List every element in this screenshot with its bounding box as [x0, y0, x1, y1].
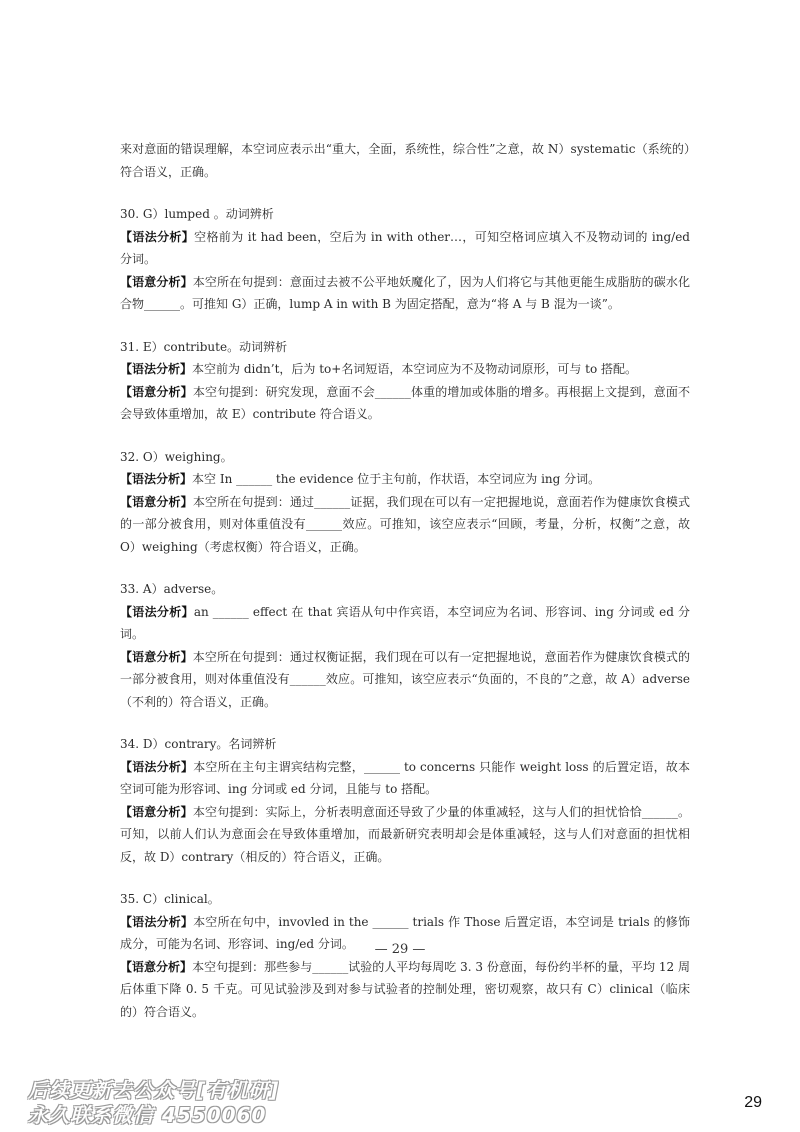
meaning-analysis: [120, 956, 690, 1024]
grammar-text: 空格前为 it had been，空后为 in with other…，可知空格词应填入不及物动词的 ing/ed 分词。: [120, 229, 690, 266]
answer-item-32: [120, 446, 690, 559]
grammar-analysis: [120, 226, 690, 271]
answer-item-31: [120, 336, 690, 426]
meaning-analysis: [120, 646, 690, 714]
grammar-text: an ______ effect 在 that 宾语从句中作宾语，本空词应为名词、形容词、ing 分词或 ed 分词。: [120, 604, 690, 641]
answer-heading: 30. G）lumped 。动词辨析: [120, 207, 274, 221]
meaning-text: 本空所在句提到：通过______证据，我们现在可以有一定把握地说，意面若作为健康饮食模式的一部分被食用，则对体重值没有______效应。可推知，该空应表示“回顾，考量，分析，权衡”之意，故 O）weighing（考虑权衡）符合语义，正确。: [120, 494, 690, 554]
meaning-text: 本空句提到：研究发现，意面不会______体重的增加或体脂的增多。再根据上文提到，意面不会导致体重增加，故 E）contribute 符合语义。: [120, 384, 690, 421]
page-number-center: — 29 —: [374, 942, 426, 957]
watermark-line-2: 永久联系微信 4550060: [28, 1103, 267, 1127]
watermark-line-1: 后续更新去公众号[有机研]: [28, 1078, 280, 1102]
meaning-analysis: [120, 381, 690, 426]
meaning-tag: 【语意分析】: [120, 384, 193, 399]
grammar-tag: 【语法分析】: [120, 914, 194, 929]
meaning-tag: 【语意分析】: [120, 804, 193, 819]
meaning-text: 本空句提到：那些参与______试验的人平均每周吃 3. 3 份意面，每份约半杯的量，平均 12 周后体重下降 0. 5 千克。可见试验涉及到对参与试验者的控制处理，密切观察，故只有 C）clinical（临床的）符合语义。: [120, 959, 690, 1019]
grammar-tag: 【语法分析】: [120, 229, 195, 244]
watermark: [28, 1078, 279, 1128]
page-number-corner: 29: [744, 1094, 762, 1111]
meaning-analysis: [120, 801, 690, 869]
grammar-tag: 【语法分析】: [120, 362, 193, 376]
meaning-text: 本空句提到：实际上，分析表明意面还导致了少量的体重减轻，这与人们的担忧恰恰______。可知，以前人们认为意面会在导致体重增加，而最新研究表明却会是体重减轻，这与人们对意面的担忧相反，故 D）contrary（相反的）符合语义，正确。: [120, 804, 690, 864]
answer-heading: 31. E）contribute。动词辨析: [120, 339, 288, 354]
grammar-text: 本空 In ______ the evidence 位于主句前，作状语，本空词应为 ing 分词。: [192, 472, 601, 486]
answer-item-30: [120, 203, 690, 316]
grammar-tag: 【语法分析】: [120, 604, 194, 619]
grammar-text: 本空前为 didn’t，后为 to+名词短语，本空词应为不及物动词原形，可与 to 搭配。: [192, 362, 637, 376]
answer-heading: 34. D）contrary。名词辨析: [120, 737, 277, 751]
answer-item-33: [120, 578, 690, 713]
grammar-tag: 【语法分析】: [120, 472, 193, 486]
answer-heading: 33. A）adverse。: [120, 582, 224, 596]
answer-heading: 35. C）clinical。: [120, 892, 220, 906]
grammar-analysis: [120, 468, 690, 491]
grammar-text: 本空所在句中，invovled in the ______ trials 作 Those 后置定语，本空词是 trials 的修饰成分，可能为名词、形容词、ing/ed 分词。: [120, 914, 690, 951]
answer-heading: 32. O）weighing。: [120, 449, 233, 464]
grammar-analysis: [120, 358, 690, 381]
meaning-tag: 【语意分析】: [120, 494, 193, 509]
answer-explanations: [120, 138, 690, 1023]
meaning-text: 本空所在句提到：意面过去被不公平地妖魔化了，因为人们将它与其他更能生成脂肪的碳水化合物______。可推知 G）正确，lump A in with B 为固定搭配，意为“将 A 与 B 混为一谈”。: [120, 274, 690, 311]
meaning-tag: 【语意分析】: [120, 274, 193, 289]
answer-item-34: [120, 733, 690, 868]
intro-text: 来对意面的错误理解，本空词应表示出“重大，全面，系统性，综合性”之意，故 N）systematic（系统的）符合语义，正确。: [120, 142, 690, 179]
meaning-analysis: [120, 491, 690, 559]
meaning-tag: 【语意分析】: [120, 649, 193, 664]
grammar-tag: 【语法分析】: [120, 759, 194, 774]
grammar-analysis: [120, 756, 690, 801]
meaning-analysis: [120, 271, 690, 316]
intro-continuation: [120, 138, 690, 183]
meaning-tag: 【语意分析】: [120, 959, 193, 974]
grammar-text: 本空所在主句主谓宾结构完整，______ to concerns 只能作 weight loss 的后置定语，故本空词可能为形容词、ing 分词或 ed 分词，且能与 to 搭配。: [120, 759, 690, 796]
grammar-analysis: [120, 601, 690, 646]
meaning-text: 本空所在句提到：通过权衡证据，我们现在可以有一定把握地说，意面若作为健康饮食模式的一部分被食用，则对体重值没有______效应。可推知，该空应表示“负面的，不良的”之意，故 A）adverse（不利的）符合语义，正确。: [120, 649, 690, 709]
